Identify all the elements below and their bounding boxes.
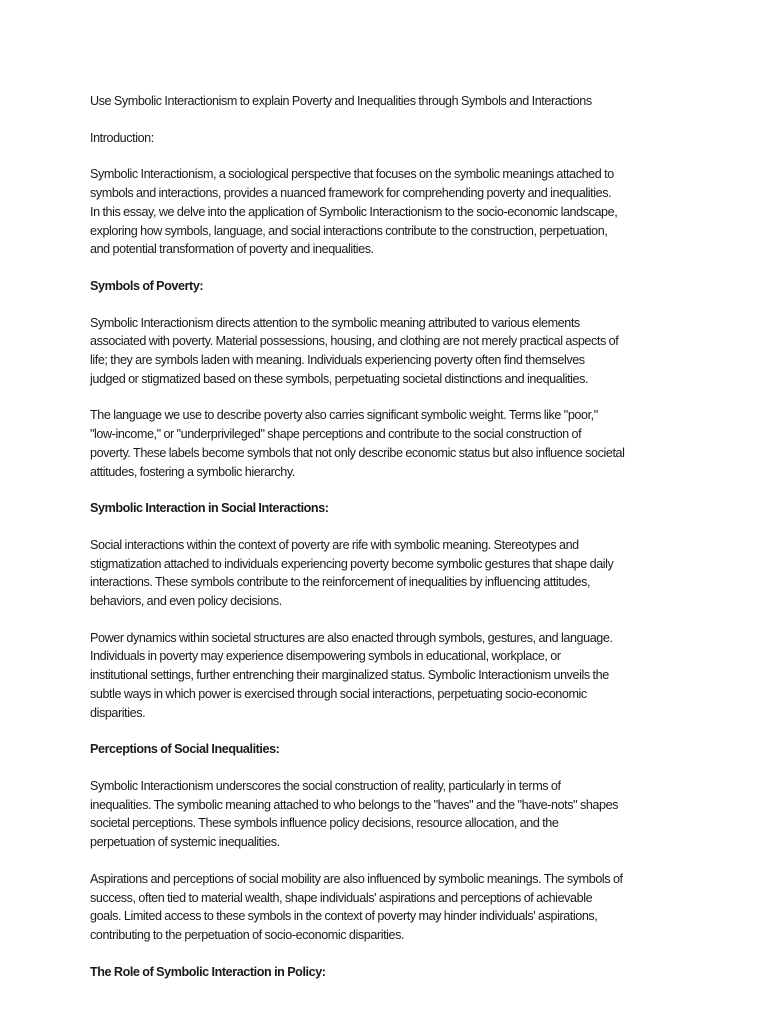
document-page — [90, 92, 690, 999]
intro-paragraph: Symbolic Interactionism, a sociological perspective that focuses on the symbolic meanings attached to symbols and interactions, provides a nuanced framework for comprehending poverty and inequalities. In this essay, we delve into the application of Symbolic Interactionism to the socio-economic landscape, exploring how symbols, language, and social interactions contribute to the construction, perpetuation, and potential transformation of poverty and inequalities. — [90, 167, 618, 257]
paragraph: Power dynamics within societal structures are also enacted through symbols, gestures, and language. Individuals in poverty may experience disempowering symbols in educational, workplace, or institutional settings, further entrenching their marginalized status. Symbolic Interactionism unveils the subtle ways in which power is exercised through social interactions, perpetuating socio-economic disparities. — [90, 630, 613, 720]
paragraph: Aspirations and perceptions of social mobility are also influenced by symbolic meanings. The symbols of success, often tied to material wealth, shape individuals' aspirations and perceptions of achievable goals. Limited access to these symbols in the context of poverty may hinder individuals' aspirations, contributing to the perpetuation of socio-economic disparities. — [90, 871, 623, 942]
intro-heading: Introduction: — [90, 130, 154, 145]
document-title: Use Symbolic Interactionism to explain Poverty and Inequalities through Symbols and Interactions — [90, 94, 592, 108]
section-heading-perceptions: Perceptions of Social Inequalities: — [90, 742, 280, 757]
paragraph: Social interactions within the context of poverty are rife with symbolic meaning. Stereotypes and stigmatization attached to individuals experiencing poverty become symbolic gestures that shape daily interactions. These symbols contribute to the reinforcement of inequalities by influencing attitudes, behaviors, and even policy decisions. — [90, 537, 614, 609]
paragraph: Symbolic Interactionism underscores the social construction of reality, particularly in terms of inequalities. The symbolic meaning attached to who belongs to the "haves" and the "have-nots" shapes societal perceptions. These symbols influence policy decisions, resource allocation, and the perpetuation of systemic inequalities. — [90, 778, 619, 850]
section-heading-symbolic-interaction: Symbolic Interaction in Social Interactions: — [90, 501, 329, 516]
section-heading-symbols-of-poverty: Symbols of Poverty: — [90, 278, 204, 293]
paragraph: The language we use to describe poverty also carries significant symbolic weight. Terms like "poor," "low-income," or "underprivileged" shape perceptions and contribute to the social construction of poverty. These labels become symbols that not only describe economic status but also influence societal attitudes, fostering a symbolic hierarchy. — [90, 408, 625, 479]
section-heading-role-in-policy: The Role of Symbolic Interaction in Policy: — [90, 964, 326, 979]
paragraph: Symbolic Interactionism directs attention to the symbolic meaning attributed to various elements associated with poverty. Material possessions, housing, and clothing are not merely practical aspects of life; they are symbols laden with meaning. Individuals experiencing poverty often find themselves judged or stigmatized based on these symbols, perpetuating societal distinctions and inequalities. — [90, 315, 619, 386]
